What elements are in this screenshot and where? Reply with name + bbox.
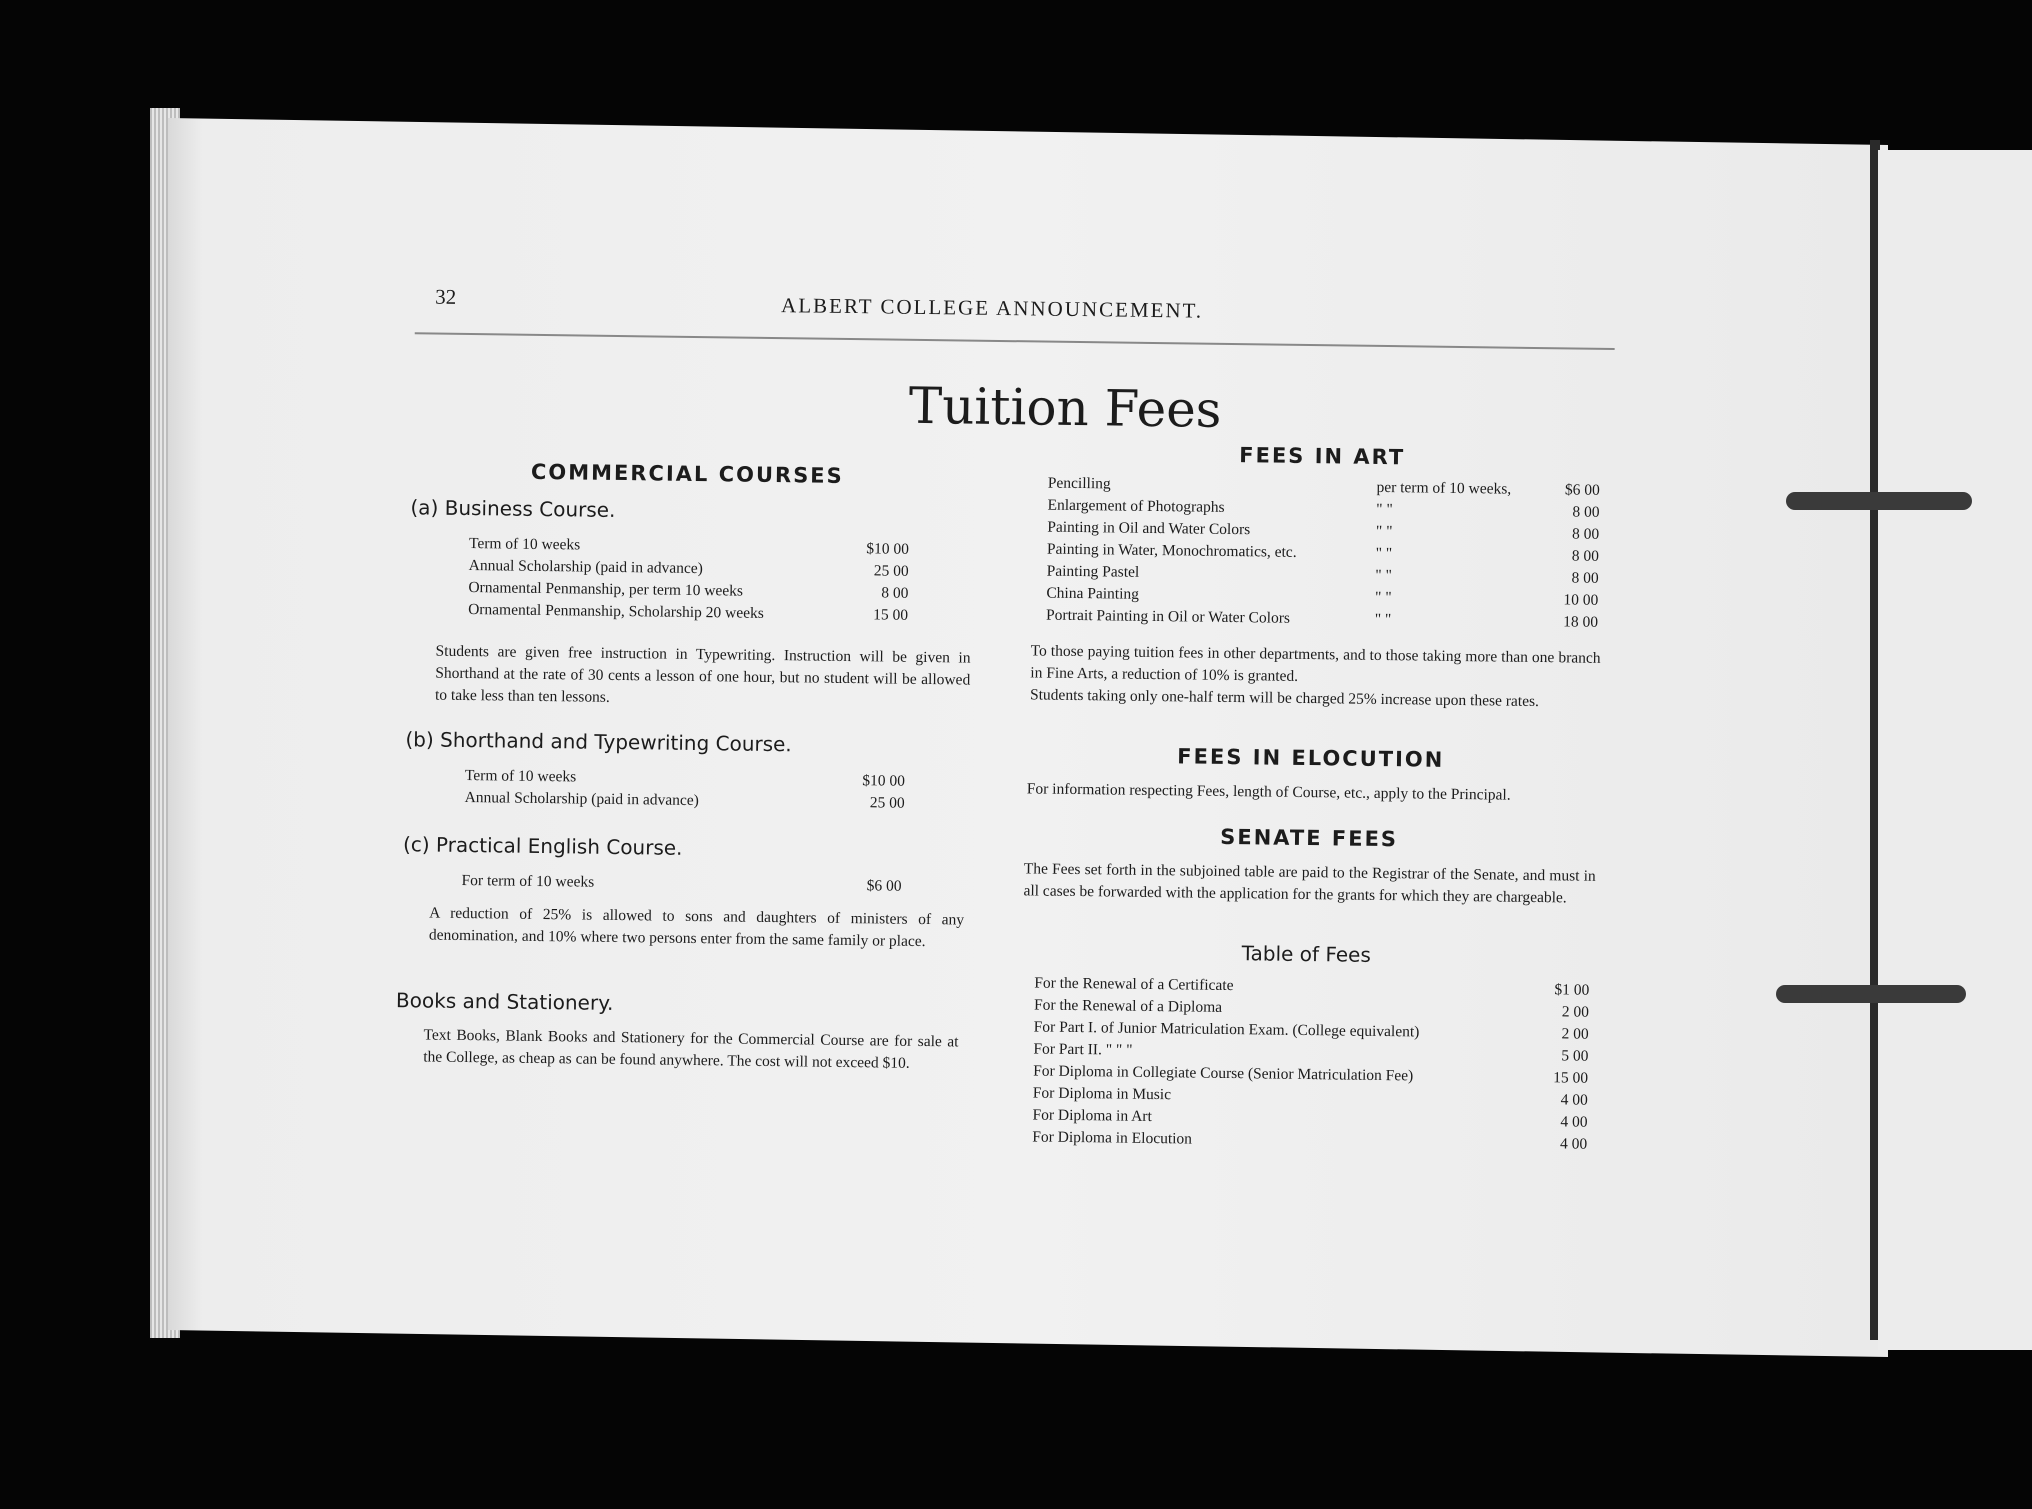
fee-amount: $10 00 [862,772,906,790]
fee-term: " " [1376,500,1393,519]
paragraph: To those paying tuition fees in other departments, and to those taking more than one branch in Fine Arts, a reduction of 10% is granted. [1030,642,1601,685]
fee-amount: 4 00 [1560,1113,1588,1131]
fee-amount: 8 00 [881,584,909,602]
shorthand-course-heading: (b) Shorthand and Typewriting Course. [405,727,792,757]
fee-item: For the Renewal of a Diploma [1033,996,1223,1016]
table-row [468,599,908,627]
fee-amount: $1 00 [1554,981,1590,999]
elocution-note [1027,778,1597,807]
fee-amount: $6 00 [866,877,902,895]
fee-item: Pencilling [1047,474,1111,493]
fee-item: Annual Scholarship (paid in advance) [464,789,699,810]
paragraph: The Fees set forth in the subjoined table are paid to the Registrar of the Senate, and must in all cases be forwarded with the application for the grants for which they are chargeable. [1023,860,1596,907]
page-title: Tuition Fees [908,376,1222,439]
books-heading: Books and Stationery. [395,988,614,1015]
fee-amount: 2 00 [1561,1025,1589,1043]
fee-item: For Diploma in Collegiate Course (Senior Matriculation Fee) [1033,1062,1414,1085]
fee-item: China Painting [1046,584,1140,603]
fee-term: per term of 10 weeks, [1376,478,1512,498]
table-of-fees-title: Table of Fees [1241,941,1372,967]
paragraph: Students taking only one-half term will be charged 25% increase upon these rates. [1029,686,1540,711]
fee-item: Ornamental Penmanship, per term 10 weeks [468,579,744,600]
fee-amount: 25 00 [869,794,905,812]
typewriting-note [435,641,971,714]
fee-amount: 8 00 [1572,503,1600,521]
senate-fees-table [1032,972,1589,1155]
table-row [465,787,905,815]
fee-item: Portrait Painting in Oil or Water Colors [1046,606,1291,627]
header-rule [415,332,1615,350]
paragraph: Students are given free instruction in Typewriting. Instruction will be given in Shorthand at the rate of 30 cents a lesson of one hour, but no student will be allowed to take less than ten lessons. [434,642,971,706]
fee-term: " " [1374,610,1392,629]
fee-item: Painting in Water, Monochromatics, etc. [1046,540,1297,561]
fee-amount: 15 00 [1553,1069,1589,1087]
art-fees-table [1046,473,1600,634]
commercial-heading: COMMERCIAL COURSES [530,459,844,488]
paragraph: A reduction of 25% is allowed to sons and daughters of ministers of any denomination, and 10% where two persons enter from the same family or place. [428,904,965,951]
table-row [461,870,901,898]
english-fees-table [461,870,901,898]
fee-item: For Diploma in Elocution [1032,1128,1193,1148]
fee-term: " " [1375,522,1393,541]
fee-amount: 25 00 [873,562,909,580]
reduction-note [429,903,965,954]
fee-term: " " [1374,588,1392,607]
business-fees-table [468,533,909,627]
fee-item: Term of 10 weeks [468,535,581,554]
paragraph: For information respecting Fees, length of Course, etc., apply to the Principal. [1026,780,1511,804]
fee-item: Annual Scholarship (paid in advance) [468,557,703,578]
fee-amount: 4 00 [1560,1135,1588,1153]
fee-amount: 2 00 [1561,1003,1590,1021]
fee-amount: $10 00 [866,540,910,558]
art-heading: FEES IN ART [1239,443,1406,470]
fee-amount: 8 00 [1571,525,1600,543]
fee-item: For Diploma in Art [1032,1106,1152,1126]
fee-item: Term of 10 weeks [464,767,577,786]
running-header: ALBERT COLLEGE ANNOUNCEMENT. [780,293,1204,323]
shorthand-fees-table [465,765,906,815]
page-number: 32 [435,284,457,309]
paragraph: Text Books, Blank Books and Stationery for the Commercial Course are for sale at the College, as cheap as can be found anywhere. The cost will not exceed $10. [423,1026,959,1072]
elocution-heading: FEES IN ELOCUTION [1177,744,1445,772]
fee-item: Painting Pastel [1046,562,1140,581]
fee-item: Painting in Oil and Water Colors [1047,518,1251,539]
fee-item: For Part I. of Junior Matriculation Exam. (College equivalent) [1033,1018,1420,1041]
fee-amount: 18 00 [1563,613,1599,631]
fee-amount: 15 00 [873,606,909,624]
fee-amount: $6 00 [1564,481,1600,499]
fee-term: " " [1375,544,1393,563]
fee-item: Enlargement of Photographs [1047,496,1225,516]
fee-amount: 8 00 [1571,569,1599,587]
english-course-heading: (c) Practical English Course. [402,832,683,860]
fee-item: Ornamental Penmanship, Scholarship 20 weeks [468,601,764,622]
fee-amount: 8 00 [1571,547,1600,565]
fee-term: " " [1375,566,1393,585]
fee-amount: 5 00 [1561,1047,1589,1065]
fee-item: For the Renewal of a Certificate [1034,974,1234,995]
senate-note [1023,858,1596,909]
senate-heading: SENATE FEES [1220,824,1399,852]
fee-item: For term of 10 weeks [461,871,595,891]
books-note [423,1024,959,1075]
art-reduction-note [1030,640,1601,713]
fee-amount: 4 00 [1560,1091,1588,1109]
fee-item: For Part II. " " " [1033,1040,1133,1059]
fee-item: For Diploma in Music [1032,1084,1172,1104]
business-course-heading: (a) Business Course. [410,495,616,522]
fee-amount: 10 00 [1563,591,1599,609]
